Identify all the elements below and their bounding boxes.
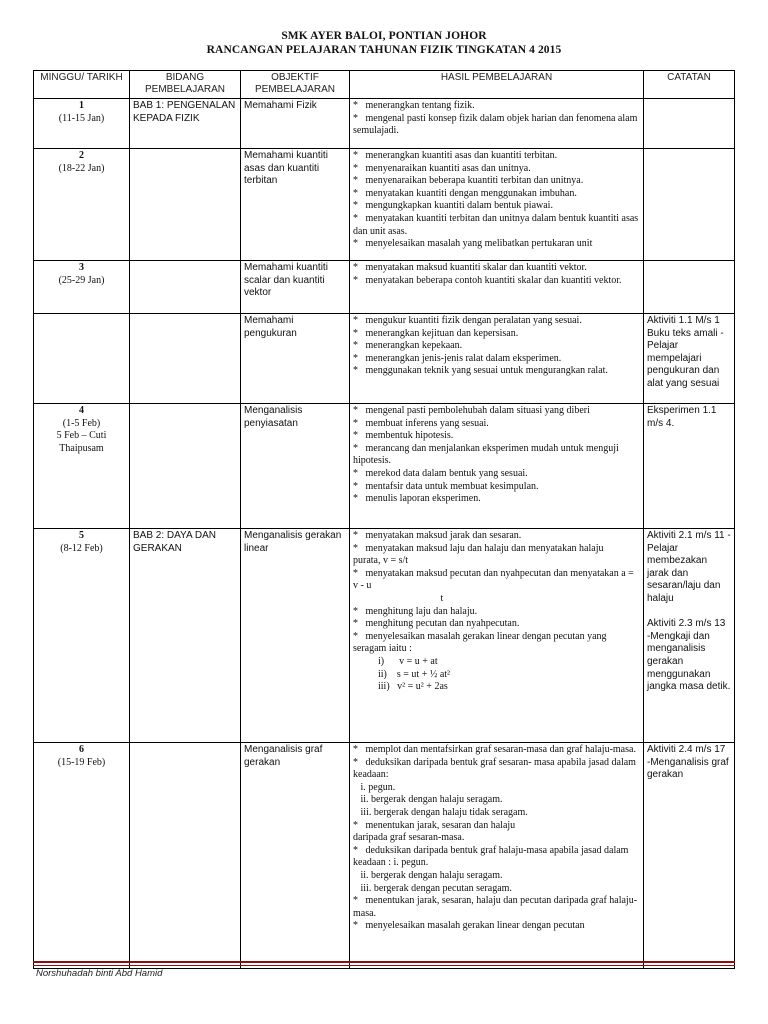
cell-catatan: Aktiviti 2.1 m/s 11 -Pelajar membezakan jarak dan sesaran/laju dan halaju Aktiviti 2.3 m/s 13 -Mengkaji dan menganalisis gerakan menggunakan jangka masa detik. [644, 529, 735, 743]
hasil-item: * menyenaraikan kuantiti asas dan unitnya. [353, 162, 531, 174]
hasil-item: * merancang dan menjalankan eksperimen mudah untuk menguji hipotesis. [353, 442, 622, 467]
hasil-item: * menyatakan beberapa contoh kuantiti skalar dan kuantiti vektor. [353, 274, 622, 286]
cell-minggu [34, 261, 130, 314]
week-date: (15-19 Feb) [57, 756, 106, 768]
table-row [34, 149, 735, 261]
cell-catatan: Aktiviti 2.4 m/s 17 -Menganalisis graf gerakan [644, 743, 735, 969]
lesson-plan-table [33, 70, 735, 969]
hasil-item: * menyatakan maksud pecutan dan nyahpecutan dan menyatakan a = v - u [353, 567, 637, 592]
hasil-item: * menerangkan kejituan dan kepersisan. [353, 327, 519, 339]
hasil-item: * menentukan jarak, sesaran dan halaju [353, 819, 516, 831]
cell-objektif: Memahami Fizik [241, 99, 350, 149]
hasil-item: * menggunakan teknik yang sesuai untuk mengurangkan ralat. [353, 365, 608, 377]
cell-bidang: BAB 2: DAYA DAN GERAKAN [130, 529, 241, 743]
hasil-item: * menyelesaikan masalah gerakan linear dengan pecutan yang seragam iaitu : [353, 630, 610, 655]
table-header-row [34, 71, 735, 99]
hasil-item: * menyatakan maksud kuantiti skalar dan kuantiti vektor. [353, 262, 587, 273]
hasil-item: * menulis laporan eksperimen. [353, 493, 481, 505]
week-note: 5 Feb – Cuti Thaipusam [56, 430, 107, 454]
hasil-item: iii. bergerak dengan halaju tidak seragam. [353, 806, 528, 818]
hasil-item: * menerangkan kuantiti asas dan kuantiti terbitan. [353, 150, 558, 161]
hasil-item: * menghitung pecutan dan nyahpecutan. [353, 618, 520, 630]
week-date: (25-29 Jan) [58, 274, 105, 286]
week-number: 6 [79, 744, 84, 755]
cell-bidang [130, 314, 241, 404]
footer-author: Norshuhadah binti Abd Hamid [36, 968, 163, 979]
week-number: 4 [79, 405, 84, 416]
hasil-item: * menghitung laju dan halaju. [353, 605, 478, 617]
cell-catatan [644, 261, 735, 314]
hasil-item: t [353, 592, 444, 604]
hasil-item: * menyelesaikan masalah yang melibatkan pertukaran unit [353, 238, 593, 250]
cell-bidang [130, 743, 241, 969]
hasil-item: * menerangkan tentang fizik. [353, 100, 475, 111]
hasil-item: * merekod data dalam bentuk yang sesuai. [353, 467, 528, 479]
hasil-item: * membentuk hipotesis. [353, 430, 454, 442]
cell-minggu [34, 99, 130, 149]
hasil-item: * mengenal pasti konsep fizik dalam objek harian dan fenomena alam semulajadi. [353, 112, 640, 137]
hasil-item: ii. bergerak dengan halaju seragam. [353, 869, 503, 881]
hasil-item: * menyelesaikan masalah gerakan linear dengan pecutan [353, 920, 585, 932]
week-date: (18-22 Jan) [58, 162, 105, 174]
hasil-item: * menyatakan kuantiti terbitan dan unitnya dalam bentuk kuantiti asas dan unit asas. [353, 212, 641, 237]
cell-hasil [350, 314, 644, 404]
hasil-item: * mengungkapkan kuantiti dalam bentuk piawai. [353, 200, 553, 212]
hasil-item: * deduksikan daripada bentuk graf halaju-masa apabila jasad dalam keadaan : i. pegun. [353, 844, 631, 869]
cell-catatan [644, 149, 735, 261]
table-row [34, 99, 735, 149]
table-row [34, 314, 735, 404]
cell-minggu [34, 314, 130, 404]
hasil-item: purata, v = s/t [353, 555, 409, 567]
hasil-item: * mengenal pasti pembolehubah dalam situasi yang diberi [353, 405, 590, 416]
cell-bidang [130, 261, 241, 314]
cell-hasil [350, 404, 644, 529]
hasil-item: * menerangkan jenis-jenis ralat dalam eksperimen. [353, 352, 562, 364]
footer-divider-thin [33, 965, 735, 966]
table-row [34, 261, 735, 314]
document-header [0, 29, 768, 57]
cell-objektif: Memahami kuantiti asas dan kuantiti terbitan [241, 149, 350, 261]
table-row [34, 529, 735, 743]
week-date: (8-12 Feb) [60, 542, 103, 554]
cell-bidang [130, 149, 241, 261]
hasil-item: i. pegun. [353, 781, 396, 793]
table-row [34, 743, 735, 969]
cell-minggu [34, 149, 130, 261]
school-title: SMK AYER BALOI, PONTIAN JOHOR [281, 30, 487, 42]
cell-hasil [350, 99, 644, 149]
hasil-item: * membuat inferens yang sesuai. [353, 417, 489, 429]
table-row [34, 404, 735, 529]
cell-minggu [34, 743, 130, 969]
col-header-objektif: OBJEKTIF PEMBELAJARAN [241, 71, 350, 99]
week-number: 1 [79, 100, 84, 111]
hasil-item: * memplot dan mentafsirkan graf sesaran-masa dan graf halaju-masa. [353, 744, 636, 755]
cell-bidang [130, 404, 241, 529]
hasil-item: * menentukan jarak, sesaran, halaju dan pecutan daripada graf halaju-masa. [353, 895, 638, 919]
hasil-item: * menyatakan maksud jarak dan sesaran. [353, 530, 522, 541]
week-number: 2 [79, 150, 84, 161]
cell-objektif: Menganalisis gerakan linear [241, 529, 350, 743]
cell-bidang: BAB 1: PENGENALAN KEPADA FIZIK [130, 99, 241, 149]
hasil-item: * menyatakan maksud laju dan halaju dan menyatakan halaju [353, 542, 604, 554]
cell-objektif: Memahami pengukuran [241, 314, 350, 404]
cell-hasil [350, 529, 644, 743]
hasil-item: * menyatakan kuantiti dengan menggunakan imbuhan. [353, 187, 577, 199]
col-header-hasil: HASIL PEMBELAJARAN [350, 71, 644, 99]
cell-minggu [34, 404, 130, 529]
col-header-bidang: BIDANG PEMBELAJARAN [130, 71, 241, 99]
hasil-item: iii) v² = u² + 2as [353, 681, 448, 693]
cell-hasil [350, 261, 644, 314]
week-date: (1-5 Feb) [62, 417, 101, 429]
hasil-item: * mengukur kuantiti fizik dengan peralatan yang sesuai. [353, 315, 582, 326]
cell-catatan: Aktiviti 1.1 M/s 1 Buku teks amali -Pelajar mempelajari pengukuran dan alat yang sesuai [644, 314, 735, 404]
week-date: (11-15 Jan) [58, 112, 105, 124]
cell-minggu [34, 529, 130, 743]
hasil-item: i) v = u + at [353, 655, 438, 667]
week-number: 5 [79, 530, 84, 541]
hasil-item: * menyenaraikan beberapa kuantiti terbitan dan unitnya. [353, 175, 584, 187]
cell-objektif: Menganalisis penyiasatan [241, 404, 350, 529]
hasil-item: * menerangkan kepekaan. [353, 340, 463, 352]
cell-hasil [350, 743, 644, 969]
footer-divider [33, 961, 735, 963]
cell-catatan [644, 99, 735, 149]
cell-hasil [350, 149, 644, 261]
week-number: 3 [79, 262, 84, 273]
plan-title: RANCANGAN PELAJARAN TAHUNAN FIZIK TINGKATAN 4 2015 [206, 44, 562, 56]
hasil-item: daripada graf sesaran-masa. [353, 832, 465, 844]
cell-objektif: Menganalisis graf gerakan [241, 743, 350, 969]
col-header-catatan: CATATAN [644, 71, 735, 99]
col-header-minggu: MINGGU/ TARIKH [34, 71, 130, 99]
cell-catatan: Eksperimen 1.1 m/s 4. [644, 404, 735, 529]
hasil-item: iii. bergerak dengan pecutan seragam. [353, 882, 512, 894]
hasil-item: * deduksikan daripada bentuk graf sesaran- masa apabila jasad dalam keadaan: [353, 756, 639, 781]
cell-objektif: Memahami kuantiti scalar dan kuantiti vektor [241, 261, 350, 314]
hasil-item: ii) s = ut + ½ at² [353, 668, 451, 680]
hasil-item: ii. bergerak dengan halaju seragam. [353, 794, 503, 806]
hasil-item: * mentafsir data untuk membuat kesimpulan. [353, 480, 539, 492]
